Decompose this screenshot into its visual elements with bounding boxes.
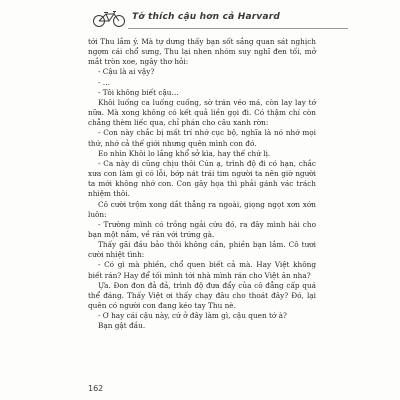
page-body [88,37,316,332]
dialogue-line: - Trường mình có trồng ngải cứu đó, ra đây mình hái cho bạn một nắm, về rán với trứng gà. [88,219,316,239]
paragraph: Ựa. Đon đon đả đả, trình độ đưa đẩy của cô đẳng cấp quá thể đáng. Thấy Việt ơi thấy chạy đâu cho thoát đây? Đó, lại quên có người con đang kéo tay Thu nè. [88,280,316,311]
paragraph: Bạn gật đầu. [98,321,146,331]
dialogue-line: - … [98,77,111,87]
book-title: Tớ thích cậu hơn cả Harvard [132,12,281,22]
running-header [92,8,352,32]
dialogue-line: - Con này chắc bị mất trí nhớ cục bộ, nghĩa là nó nhớ mọi thứ, nhớ cả thế giới nhưng quên mình con đó. [88,128,316,148]
paragraph: tới Thu lắm ý. Mà tự dưng thấy bạn sốt sắng quan sát nghịch ngợm cái chổ sưng, Thu lại nhen nhóm suy nghĩ đen tối, mở mắt tròn xoe, ngây thơ hỏi: [88,37,316,67]
dialogue-line: - Có gì mà phiền, chổ quen biết cả mà. Hay Việt không biết rán? Hay để tối mình tới nhà mình rán cho Việt ăn nha? [88,260,316,280]
header-divider [128,28,348,29]
paragraph: Eo nhìn Khôi lo lắng khổ sở kìa, hay thế chứ lị. [98,148,271,158]
bicycle-icon [92,10,126,28]
dialogue-line: - Tôi không biết cậu… [98,87,179,97]
paragraph: Khôi luống ca luống cuống, sờ trán véo má, còn lay lay tớ nữa. Mà xong không có kết quả liền gọi đi. Có thậm chí còn chẳng thèm liếc qua, chỉ phán cho câu xanh rờn: [88,97,316,128]
dialogue-line: - Ơ hay cái cậu này, cứ ở đây làm gì, cậu quen tớ à? [98,311,287,321]
dialogue-line: - Cậu là ai vậy? [98,67,155,77]
paragraph: Cô cười trộm xong dắt thẳng ra ngoài, giọng ngọt xơn xớn luôn: [88,199,316,219]
dialogue-line: - Ca này di cũng chịu thôi Cún ạ, trình độ đi có hạn, chắc xưa con làm gì có lỗi, bớp nát trái tim người ta nên giờ người ta mới không nhớ con. Con gây họa thì phải gánh vác trách nhiệm thôi. [88,158,316,199]
paragraph: Thấy gãi đầu bảo thôi không cần, phiền bạn lắm. Cô tươi cười nhiệt tình: [88,240,316,260]
page-number: 162 [88,384,104,393]
